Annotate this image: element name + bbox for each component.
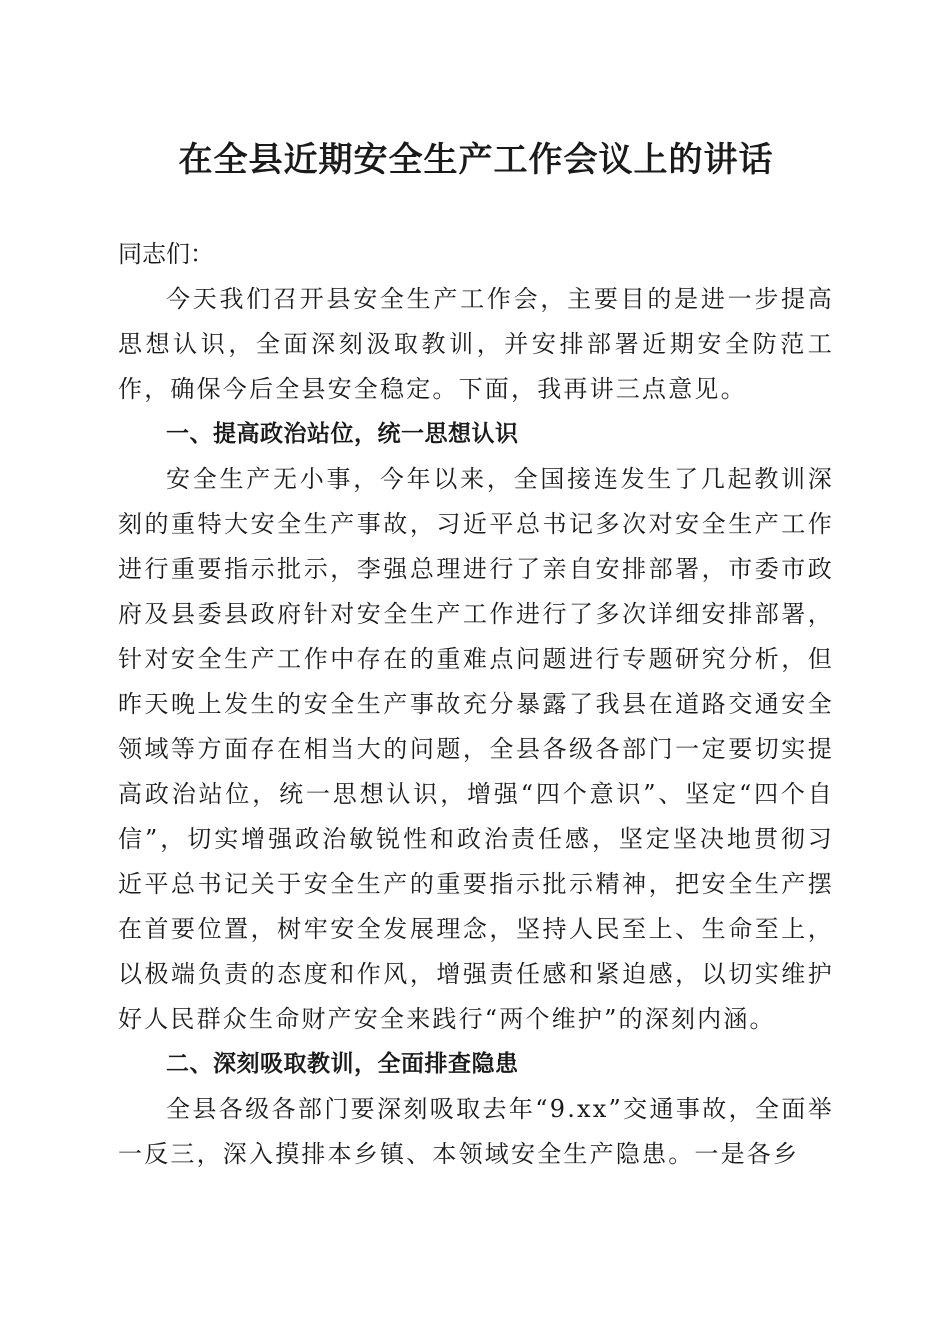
document-title: 在全县近期安全生产工作会议上的讲话 [178, 140, 774, 180]
section-2-heading: 二、深刻吸取教训，全面排查隐患 [166, 1051, 519, 1077]
salutation: 同志们： [118, 240, 214, 268]
section-1-paragraph: 安全生产无小事，今年以来，全国接连发生了几起教训深刻的重特大安全生产事故，习近平总书记多次对安全生产工作进行重要指示批示，李强总理进行了亲自安排部署，市委市政府及县委县政府针对安全生产工作进行了多次详细安排部署，针对安全生产工作中存在的重难点问题进行专题研究分析，但昨天晚上发生的安全生产事故充分暴露了我县在道路交通安全领域等方面存在相当大的问题，全县各级各部门一定要切实提高政治站位，统一思想认识，增强“四个意识”、坚定“四个自信”，切实增强政治敏锐性和政治责任感，坚定坚决地贯彻习近平总书记关于安全生产的重要指示批示精神，把安全生产摆在首要位置，树牢安全发展理念，坚持人民至上、生命至上，以极端负责的态度和作风，增强责任感和紧迫感，以切实维护好人民群众生命财产安全来践行“两个维护”的深刻内涵。 [118, 465, 834, 1033]
document-body [118, 232, 834, 1177]
section-2-paragraph: 全县各级各部门要深刻吸取去年“9.xx”交通事故，全面举一反三，深入摸排本乡镇、本领域安全生产隐患。一是各乡 [118, 1095, 834, 1168]
intro-paragraph: 今天我们召开县安全生产工作会，主要目的是进一步提高思想认识，全面深刻汲取教训，并安排部署近期安全防范工作，确保今后全县安全稳定。下面，我再讲三点意见。 [118, 285, 834, 403]
section-1-heading: 一、提高政治站位，统一思想认识 [166, 421, 519, 447]
